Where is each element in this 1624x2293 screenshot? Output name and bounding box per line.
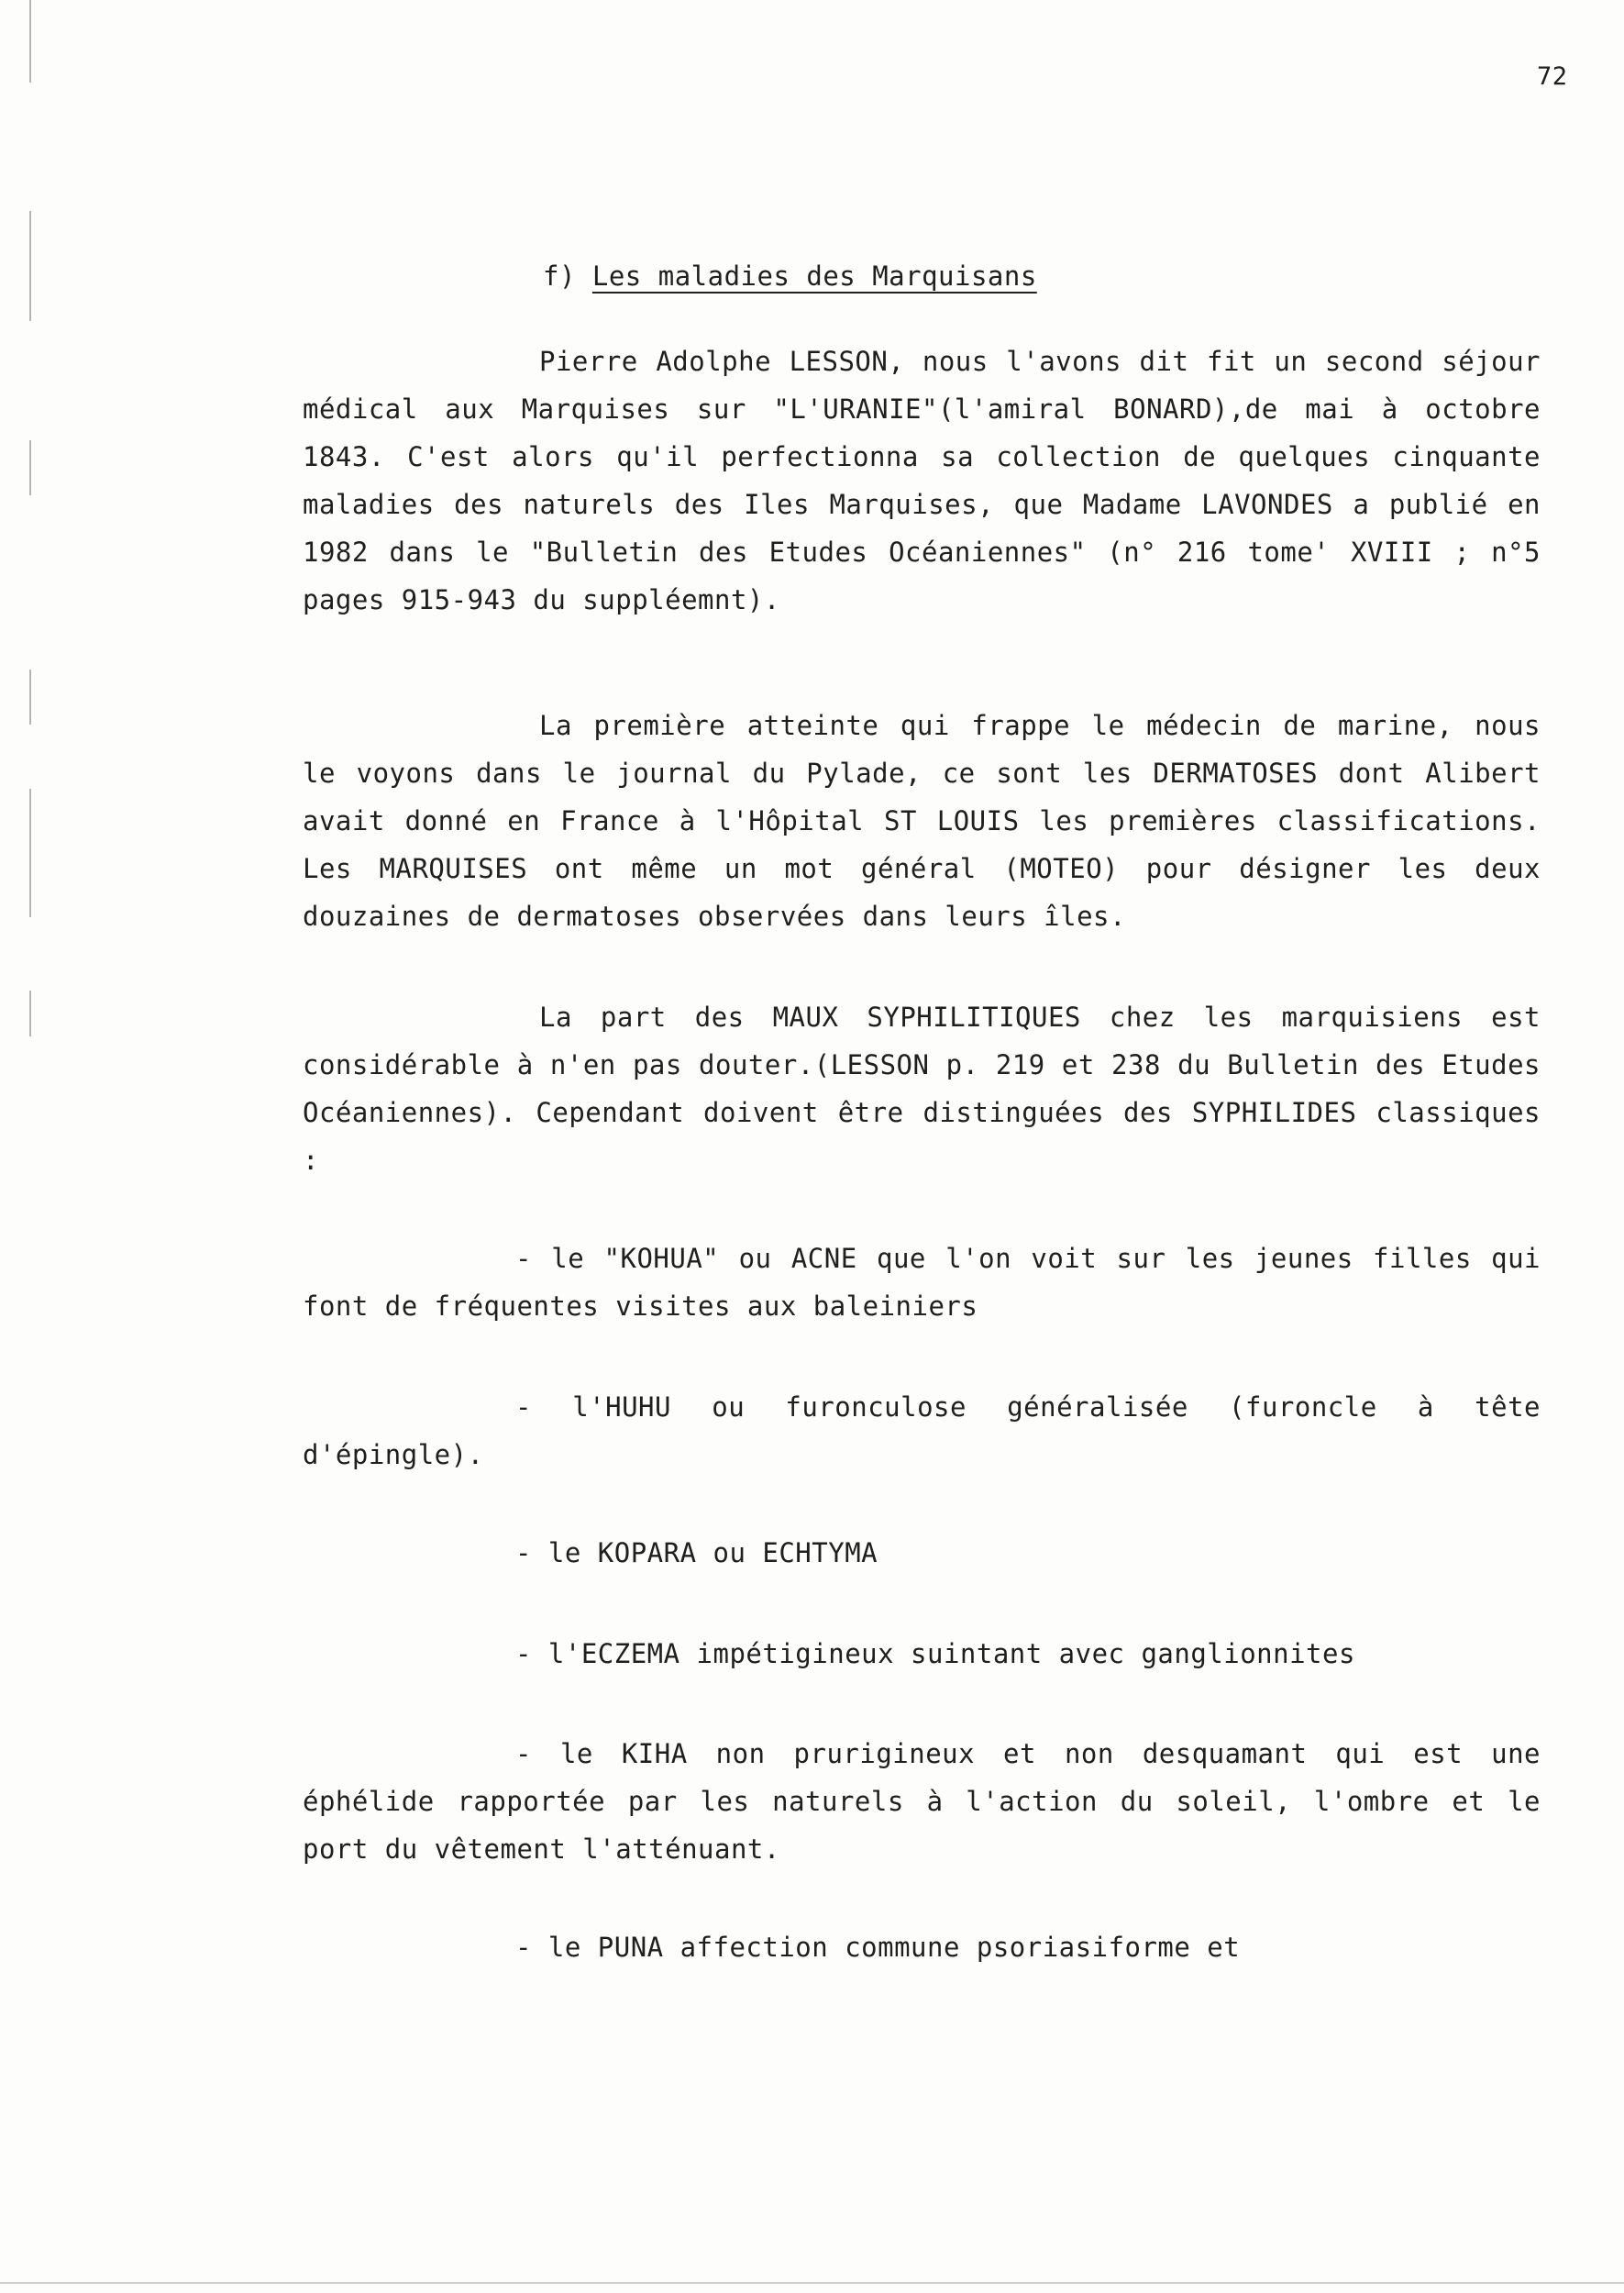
list-item-puna: - le PUNA affection commune psoriasiforme et	[515, 1932, 1241, 1963]
section-marker: f)	[543, 260, 576, 292]
scan-edge-mark	[29, 670, 31, 725]
list-item-huhu: - l'HUHU ou furonculose généralisée (furoncle à tête d'épingle).	[303, 1391, 1541, 1470]
scan-edge-mark	[29, 991, 31, 1036]
scan-edge-mark	[29, 0, 31, 83]
list-item-eczema: - l'ECZEMA impétigineux suintant avec ganglionnites	[515, 1638, 1355, 1669]
list-item-kiha: - le KIHA non prurigineux et non desquamant qui est une éphélide rapportée par les naturels à l'action du soleil, l'ombre et le port du vêtement l'atténuant.	[303, 1738, 1541, 1865]
paragraph-syphilitic: La part des MAUX SYPHILITIQUES chez les marquisiens est considérable à n'en pas douter.(LESSON p. 219 et 238 du Bulletin des Etudes Océaniennes). Cependant doivent être distinguées des SYPHILIDES classiques :	[303, 1002, 1541, 1176]
section-title: Les maladies des Marquisans	[591, 260, 1037, 292]
scan-edge-mark	[29, 789, 31, 917]
list-item-kopara: - le KOPARA ou ECHTYMA	[515, 1537, 878, 1568]
section-heading	[543, 260, 1037, 292]
scan-edge-mark	[29, 440, 31, 495]
page-number: 72	[1537, 62, 1568, 91]
paragraph-dermatoses: La première atteinte qui frappe le médecin de marine, nous le voyons dans le journal du Pylade, ce sont les DERMATOSES dont Alibert avait donné en France à l'Hôpital ST LOUIS les premières classifications. Les MARQUISES ont même un mot général (MOTEO) pour désigner les deux douzaines de dermatoses observées dans leurs îles.	[303, 710, 1541, 932]
list-item-kohua: - le "KOHUA" ou ACNE que l'on voit sur les jeunes filles qui font de fréquentes visites aux baleiniers	[303, 1243, 1541, 1322]
paragraph-lesson-voyage: Pierre Adolphe LESSON, nous l'avons dit fit un second séjour médical aux Marquises sur "L'URANIE"(l'amiral BONARD),de mai à octobre 1843. C'est alors qu'il perfectionna sa collection de quelques cinquante maladies des naturels des Iles Marquises, que Madame LAVONDES a publié en 1982 dans le "Bulletin des Etudes Océaniennes" (n° 216 tome' XVIII ; n°5 pages 915-943 du suppléemnt).	[303, 346, 1541, 615]
scan-bottom-edge	[0, 2282, 1624, 2284]
scan-edge-mark	[29, 211, 31, 321]
